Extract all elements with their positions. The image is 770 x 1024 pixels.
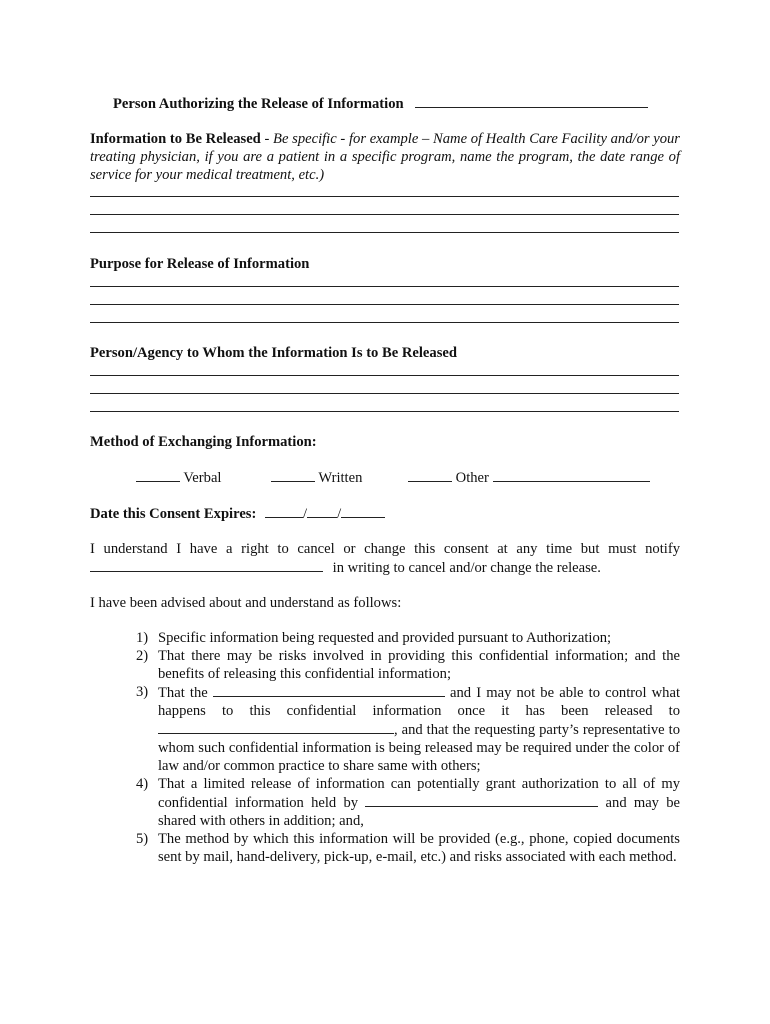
method-option-other[interactable] (408, 468, 770, 487)
purpose-line-3[interactable] (90, 322, 679, 323)
expire-year-field[interactable] (341, 504, 385, 518)
list-number: 1) (136, 630, 149, 646)
cancel-notice-after: in writing to cancel and/or change the release. (332, 560, 601, 576)
recipient-line-1[interactable] (90, 375, 679, 376)
recipient-label: Person/Agency to Whom the Information Is to Be Released (90, 345, 457, 361)
cancel-notice-line-2 (90, 558, 680, 577)
recipient-line-2[interactable] (90, 393, 679, 394)
holder-party-field[interactable] (365, 793, 598, 807)
purpose-label: Purpose for Release of Information (90, 256, 310, 272)
other-checkline[interactable] (408, 468, 452, 482)
list-item (136, 647, 680, 683)
cancel-notice-line-1: I understand I have a right to cancel or change this consent at any time but must notify (90, 541, 680, 557)
person-authorizing-field[interactable] (415, 94, 648, 108)
understanding-list (136, 629, 680, 866)
verbal-label: Verbal (183, 470, 222, 486)
advised-intro: I have been advised about and understand as follows: (90, 595, 402, 611)
receiving-party-field[interactable] (158, 720, 394, 734)
verbal-checkline[interactable] (136, 468, 180, 482)
other-specify-field[interactable] (493, 468, 650, 482)
expire-day-field[interactable] (307, 504, 337, 518)
date-separator: / (303, 506, 308, 522)
person-authorizing-label: Person Authorizing the Release of Information (113, 96, 404, 112)
list-item-text: Specific information being requested and provided pursuant to Authorization; (158, 630, 612, 646)
date-separator: / (337, 506, 342, 522)
written-label: Written (318, 470, 363, 486)
info-released-label: Information to Be Released (90, 131, 261, 147)
list-item-text: and I may not be able to control what happens to this confidential information once it has been released to (158, 685, 681, 719)
expire-month-field[interactable] (265, 504, 303, 518)
list-item (136, 629, 680, 647)
written-checkline[interactable] (271, 468, 315, 482)
list-number: 5) (136, 831, 149, 847)
list-item-text: That a limited release of information can potentially grant authorization to all of my confidential information held by (158, 776, 680, 811)
info-released-instructions: - Be specific - for example – Name of Health Care Facility and/or your treating physician, if you are a patient in a specific program, name the program, the date range of service for your medical treatment, etc.) (90, 131, 680, 183)
info-released-section (90, 130, 680, 184)
info-released-line-3[interactable] (90, 232, 679, 233)
list-number: 4) (136, 776, 149, 792)
person-authorizing-row (113, 94, 680, 113)
other-label: Other (455, 470, 489, 486)
list-number: 3) (136, 684, 149, 700)
list-item (136, 683, 680, 775)
list-item-text: That there may be risks involved in providing this confidential information; and the benefits of releasing this confidential information; (158, 648, 680, 682)
purpose-line-1[interactable] (90, 286, 679, 287)
info-released-line-2[interactable] (90, 214, 679, 215)
list-item (136, 775, 680, 830)
expiration-label: Date this Consent Expires: (90, 506, 257, 522)
list-item-text: and may be shared with others in addition; and, (158, 795, 680, 829)
list-item (136, 830, 680, 866)
info-released-line-1[interactable] (90, 196, 679, 197)
releasing-party-field[interactable] (213, 683, 445, 697)
list-item-text: The method by which this information will be provided (e.g., phone, copied documents sent by mail, hand-delivery, pick-up, e-mail, etc.) and risks associated with each method. (158, 831, 680, 865)
notify-party-field[interactable] (90, 558, 323, 572)
method-label: Method of Exchanging Information: (90, 434, 317, 450)
expiration-row (90, 504, 680, 523)
purpose-line-2[interactable] (90, 304, 679, 305)
recipient-line-3[interactable] (90, 411, 679, 412)
list-number: 2) (136, 648, 149, 664)
list-item-text: That the (158, 685, 208, 701)
list-item-text: , and that the requesting party’s representative to whom such confidential information is being released may be required under the color of law and/or common practice to share same with others; (158, 722, 680, 774)
